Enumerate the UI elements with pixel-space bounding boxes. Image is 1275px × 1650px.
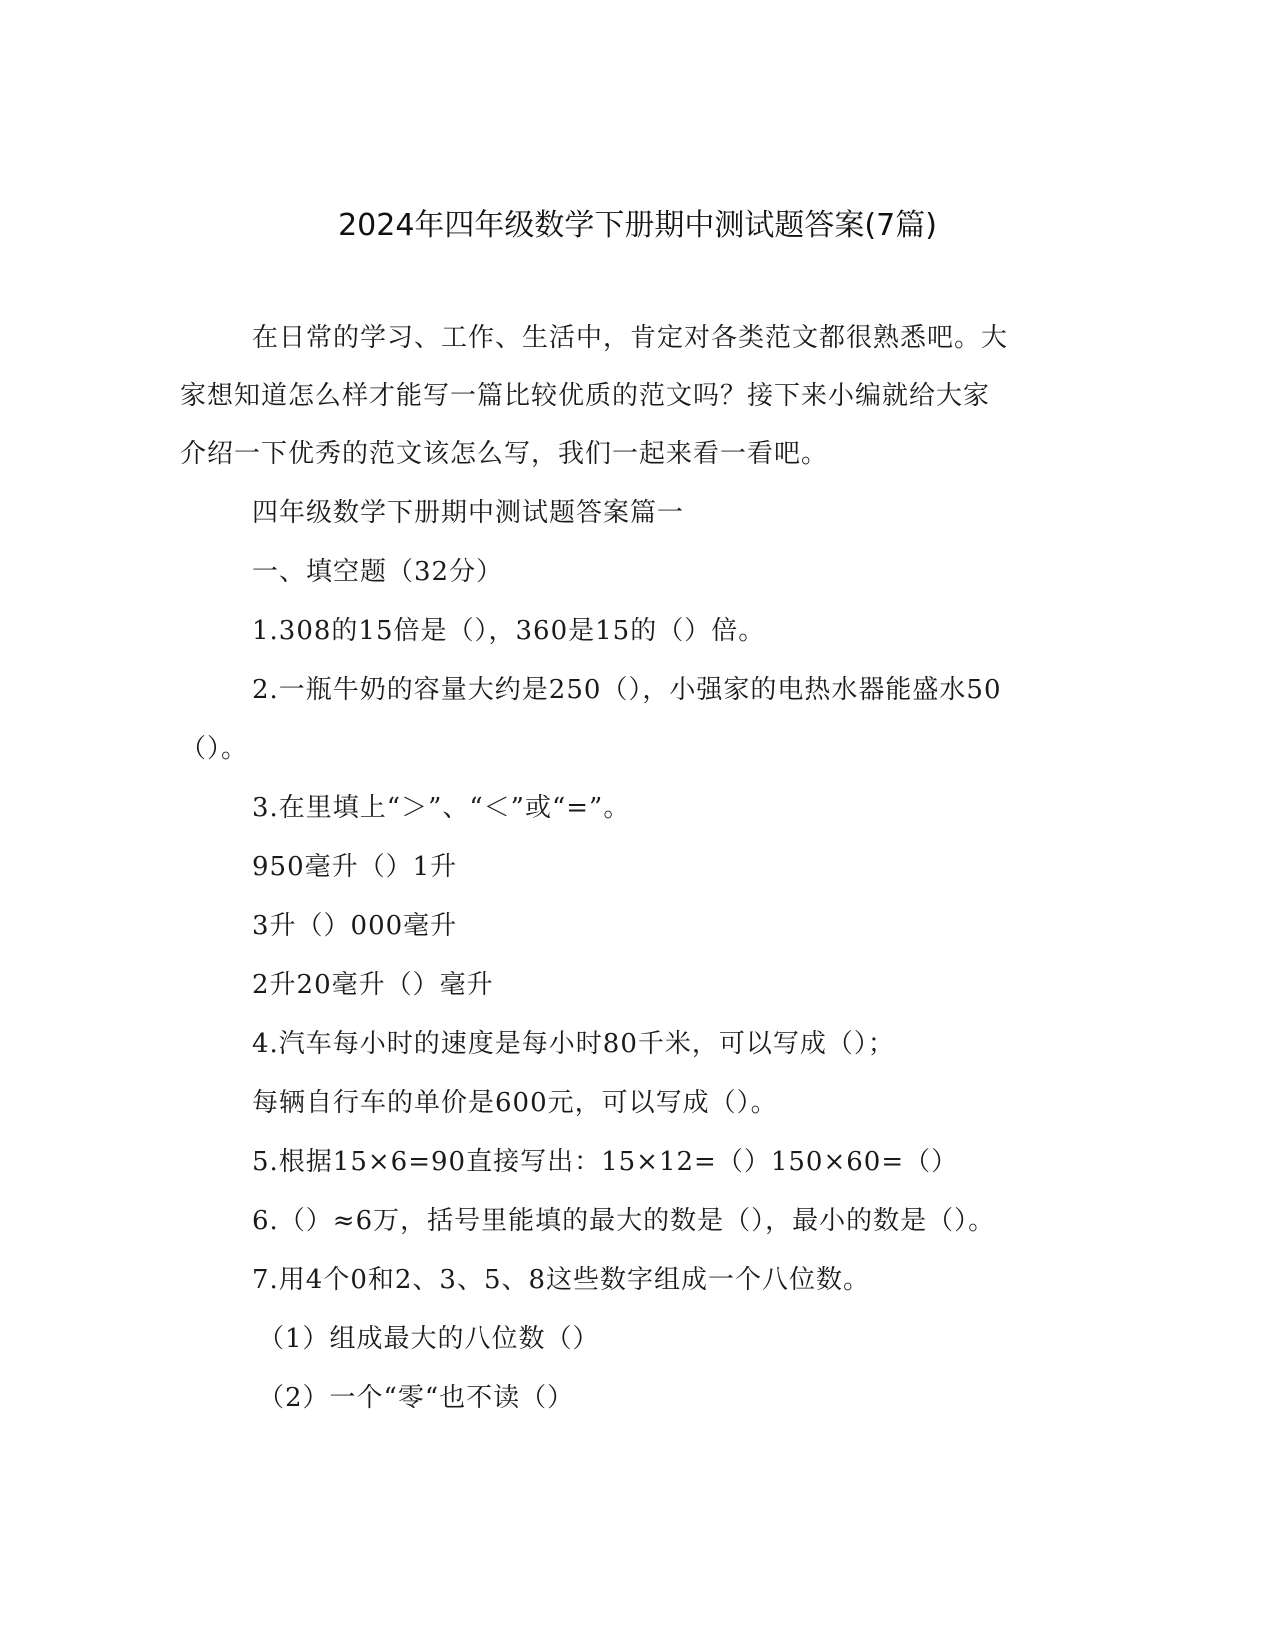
question-3-item-2: 3升（）000毫升 xyxy=(252,911,458,941)
question-7-part-2: （2）一个“零“也不读（） xyxy=(258,1383,575,1413)
question-4-continued: 每辆自行车的单价是600元，可以写成（）。 xyxy=(252,1088,778,1118)
question-7: 7.用4个0和2、3、5、8这些数字组成一个八位数。 xyxy=(252,1265,871,1295)
question-2-continued: （）。 xyxy=(180,734,249,764)
question-3-item-3: 2升20毫升（）毫升 xyxy=(252,970,494,1000)
question-1: 1.308的15倍是（），360是15的（）倍。 xyxy=(252,616,766,646)
question-3-item-1: 950毫升（）1升 xyxy=(252,852,458,882)
question-3: 3.在里填上“＞”、“＜”或“=”。 xyxy=(252,793,631,823)
intro-line-1: 在日常的学习、工作、生活中，肯定对各类范文都很熟悉吧。大 xyxy=(252,323,1009,353)
part-heading: 一、填空题（32分） xyxy=(252,557,504,587)
section-heading: 四年级数学下册期中测试题答案篇一 xyxy=(252,498,685,528)
question-5: 5.根据15×6=90直接写出：15×12=（）150×60=（） xyxy=(252,1147,959,1177)
question-7-part-1: （1）组成最大的八位数（） xyxy=(258,1324,600,1354)
question-6: 6.（）≈6万，括号里能填的最大的数是（），最小的数是（）。 xyxy=(252,1206,996,1236)
question-2: 2.一瓶牛奶的容量大约是250（），小强家的电热水器能盛水50 xyxy=(252,675,1002,705)
intro-line-2: 家想知道怎么样才能写一篇比较优质的范文吗？接下来小编就给大家 xyxy=(180,381,991,411)
question-4: 4.汽车每小时的速度是每小时80千米，可以写成（）； xyxy=(252,1029,895,1059)
document-title: 2024年四年级数学下册期中测试题答案(7篇) xyxy=(338,208,937,243)
intro-line-3: 介绍一下优秀的范文该怎么写，我们一起来看一看吧。 xyxy=(180,439,829,469)
